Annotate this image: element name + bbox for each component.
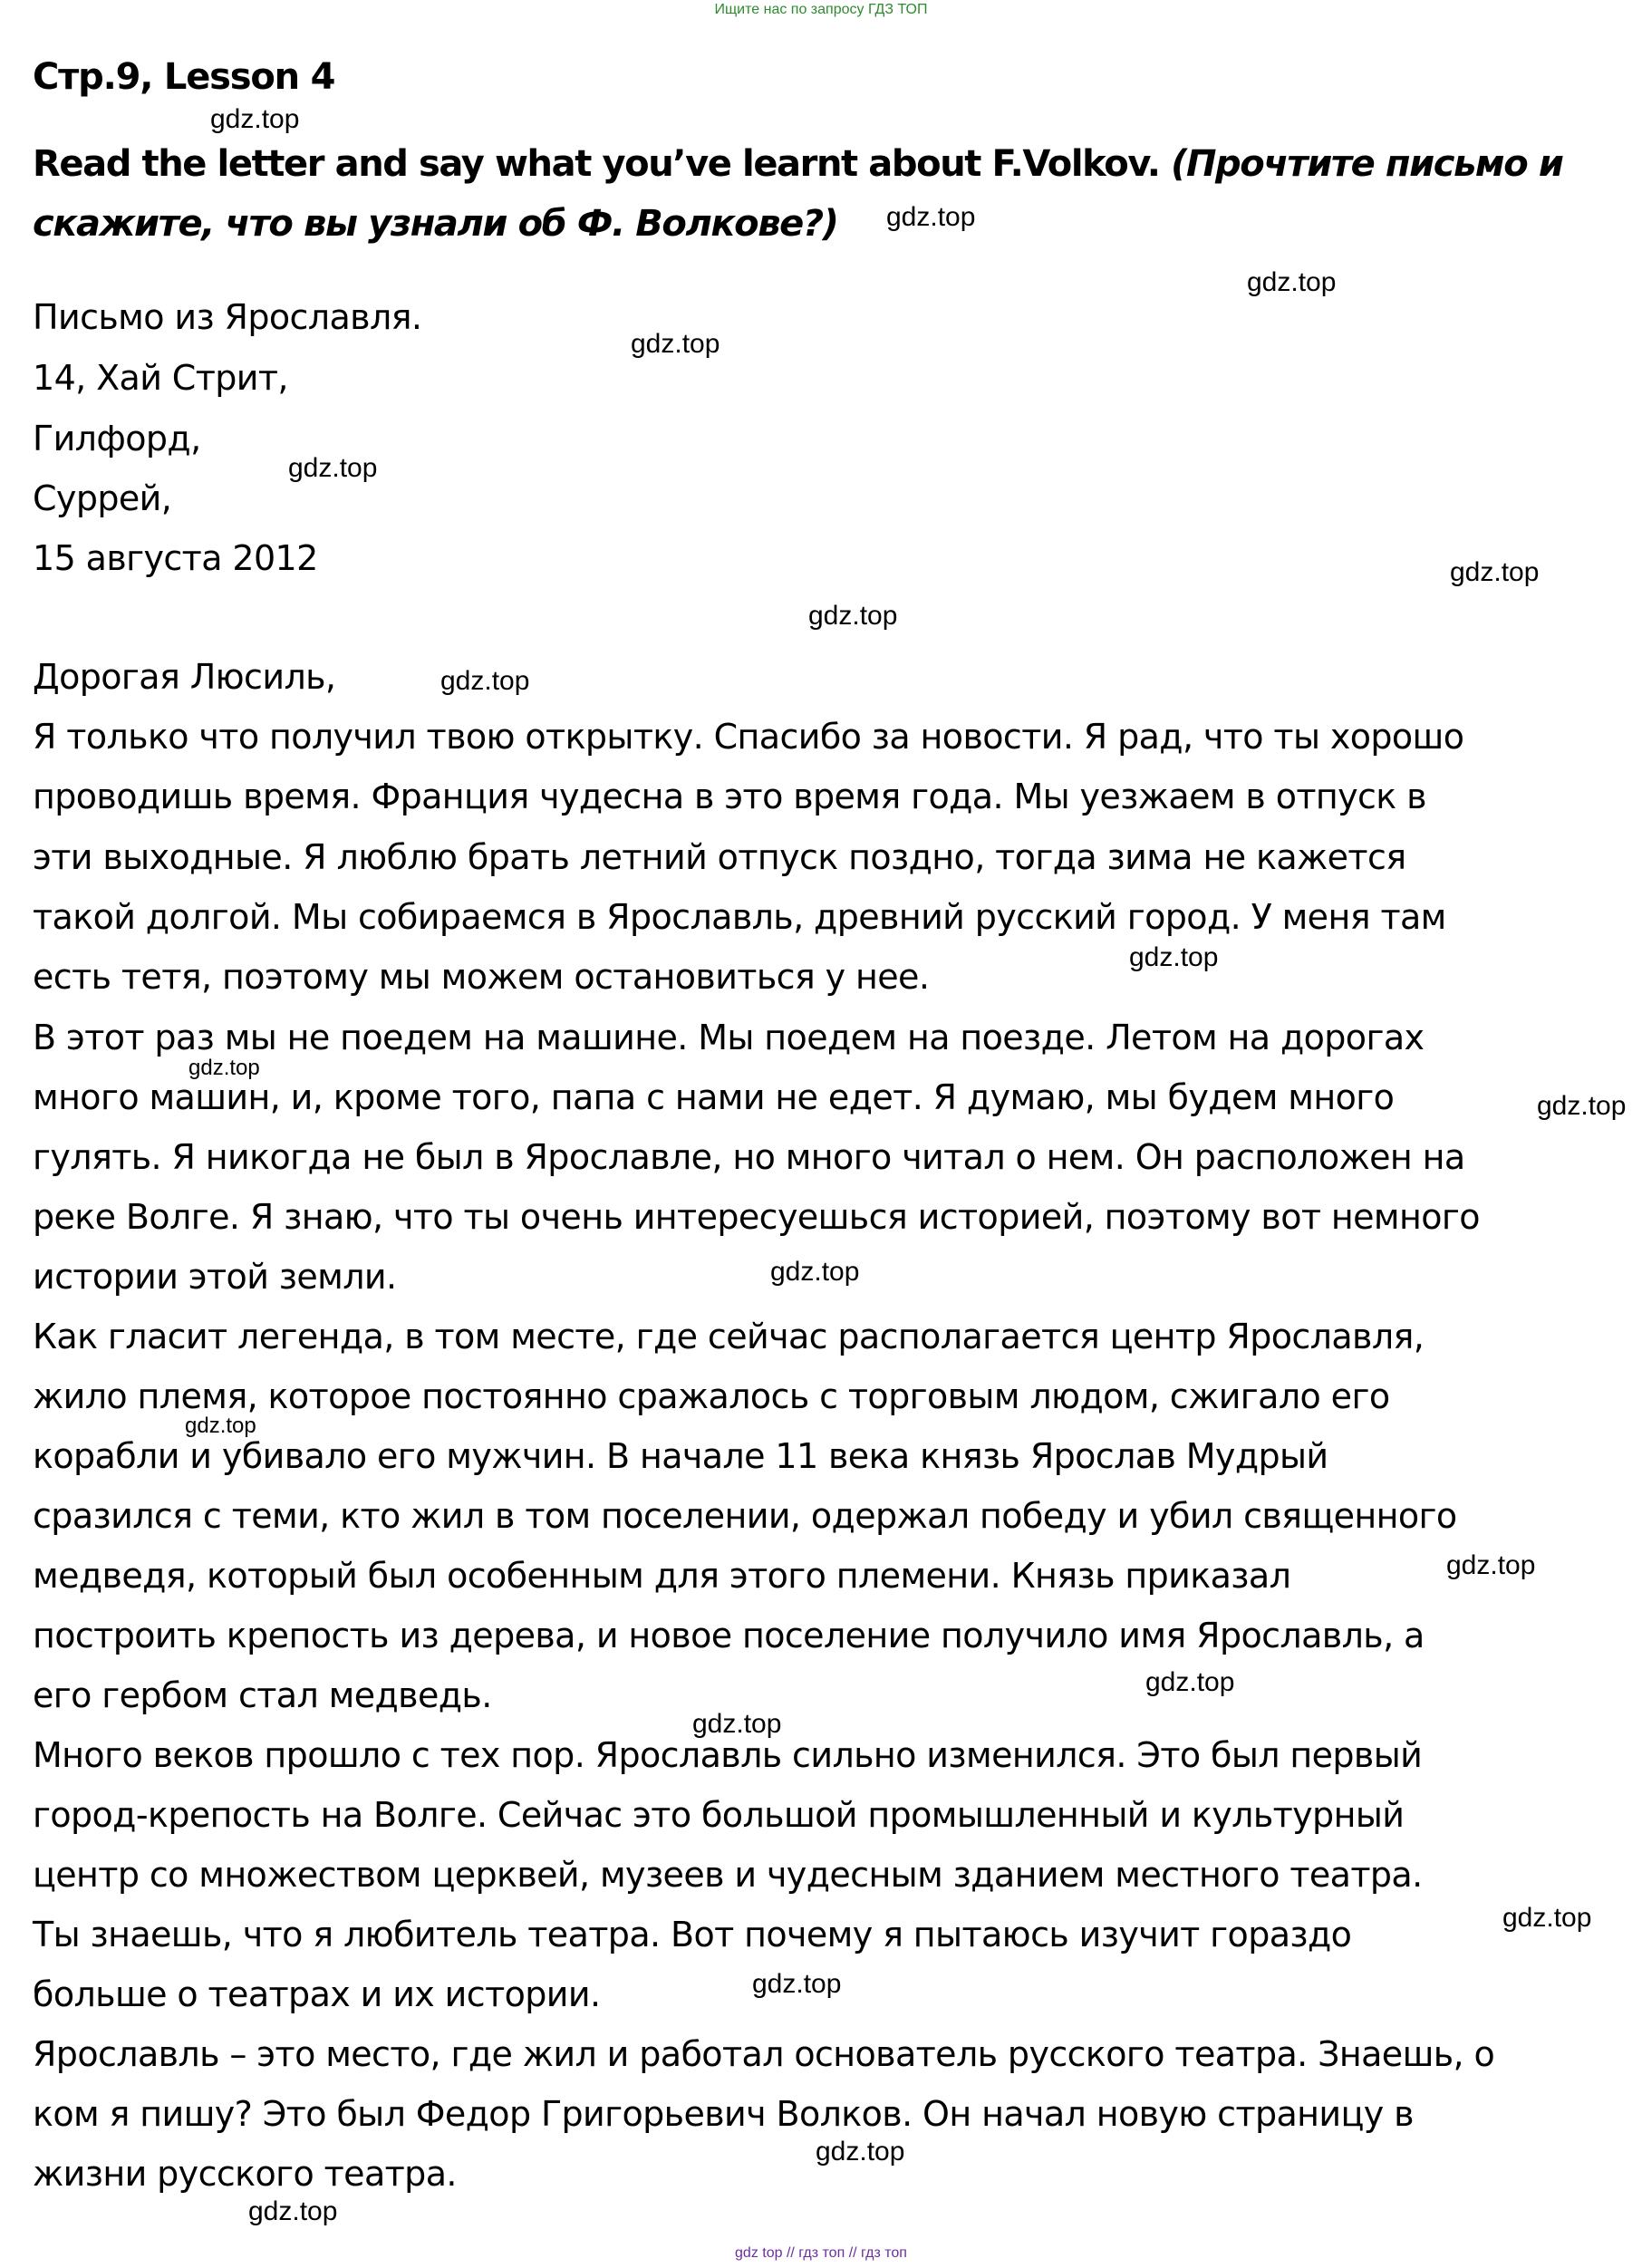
letter-line: В этот раз мы не поедем на машине. Мы поедем на поезде. Летом на дорогах [33, 1018, 1425, 1057]
letter-line: жило племя, которое постоянно сражалось с торговым людом, сжигало его [33, 1376, 1390, 1416]
watermark: gdz.top [1446, 1550, 1536, 1580]
letter-line: Много веков прошло с тех пор. Ярославль сильно изменился. Это был первый [33, 1735, 1423, 1775]
letter-line: Дорогая Люсиль, [33, 657, 336, 697]
watermark: gdz.top [1502, 1903, 1592, 1933]
watermark: gdz.top [1537, 1091, 1627, 1121]
address-heading: Письмо из Ярославля. [33, 297, 422, 337]
watermark: gdz.top [631, 329, 720, 359]
letter-line: эти выходные. Я люблю брать летний отпуск поздно, тогда зима не кажется [33, 837, 1406, 877]
bottom-banner: gdz top // гдз топ // гдз топ [735, 2245, 907, 2261]
letter-line: Ты знаешь, что я любитель театра. Вот почему я пытаюсь изучит гораздо [33, 1915, 1352, 1954]
address-date: 15 августа 2012 [33, 538, 318, 578]
letter-line: истории этой земли. [33, 1257, 397, 1297]
watermark: gdz.top [1450, 557, 1540, 587]
letter-line: ком я пишу? Это был Федор Григорьевич Волков. Он начал новую страницу в [33, 2094, 1414, 2134]
watermark: gdz.top [248, 2196, 338, 2226]
letter-line: центр со множеством церквей, музеев и чудесным зданием местного театра. [33, 1855, 1423, 1895]
watermark: gdz.top [752, 1969, 842, 1999]
watermark: gdz.top [770, 1257, 860, 1287]
task-line-2 [33, 203, 838, 245]
address-street: 14, Хай Стрит, [33, 358, 288, 398]
watermark: gdz.top [210, 104, 300, 134]
watermark: gdz.top [1247, 267, 1337, 297]
letter-line: медведя, который был особенным для этого племени. Князь приказал [33, 1556, 1291, 1596]
address-city: Гилфорд, [33, 419, 201, 458]
address-county: Суррей, [33, 478, 172, 518]
letter-line: такой долгой. Мы собираемся в Ярославль, древний русский город. У меня там [33, 897, 1446, 937]
letter-line: корабли и убивало его мужчин. В начале 11 века князь Ярослав Мудрый [33, 1436, 1328, 1476]
letter-line: Я только что получил твою открытку. Спасибо за новости. Я рад, что ты хорошо [33, 717, 1464, 757]
letter-line: больше о театрах и их истории. [33, 1974, 601, 2014]
watermark: gdz.top [886, 202, 976, 232]
letter-line: жизни русского театра. [33, 2154, 457, 2194]
letter-line: сразился с теми, кто жил в том поселении, одержал победу и убил священного [33, 1496, 1457, 1536]
letter-line: проводишь время. Франция чудесна в это время года. Мы уезжаем в отпуск в [33, 777, 1426, 816]
watermark: gdz.top [808, 601, 898, 631]
task-line-1 [33, 143, 1562, 185]
letter-line: много машин, и, кроме того, папа с нами не едет. Я думаю, мы будем много [33, 1077, 1395, 1117]
letter-line: Как гласит легенда, в том месте, где сейчас располагается центр Ярославля, [33, 1317, 1425, 1356]
top-banner: Ищите нас по запросу ГДЗ ТОП [714, 2, 928, 17]
letter-line: построить крепость из дерева, и новое поселение получило имя Ярославль, а [33, 1616, 1425, 1655]
letter-line: город-крепость на Волге. Сейчас это большой промышленный и культурный [33, 1795, 1405, 1835]
watermark: gdz.top [440, 666, 530, 696]
watermark: gdz.top [1129, 942, 1219, 972]
watermark: gdz.top [692, 1709, 782, 1739]
watermark: gdz.top [288, 453, 378, 483]
watermark: gdz.top [1145, 1667, 1235, 1697]
letter-line: реке Волге. Я знаю, что ты очень интересуешься историей, поэтому вот немного [33, 1197, 1480, 1237]
letter-line: Ярославль – это место, где жил и работал основатель русского театра. Знаешь, о [33, 2034, 1495, 2074]
letter-line: гулять. Я никогда не был в Ярославле, но много читал о нем. Он расположен на [33, 1137, 1465, 1177]
task-russian-text-part1: (Прочтите письмо и [1171, 143, 1563, 185]
letter-line: есть тетя, поэтому мы можем остановиться у нее. [33, 957, 930, 997]
watermark: gdz.top [816, 2137, 905, 2167]
page-title: Стр.9, Lesson 4 [33, 56, 335, 98]
watermark: gdz.top [185, 1414, 256, 1438]
task-russian-text-part2: скажите, что вы узнали об Ф. Волкове?) [33, 203, 838, 245]
letter-line: его гербом стал медведь. [33, 1675, 492, 1715]
task-english-text: Read the letter and say what you’ve learnt about F.Volkov. [33, 143, 1172, 185]
watermark: gdz.top [188, 1056, 260, 1080]
